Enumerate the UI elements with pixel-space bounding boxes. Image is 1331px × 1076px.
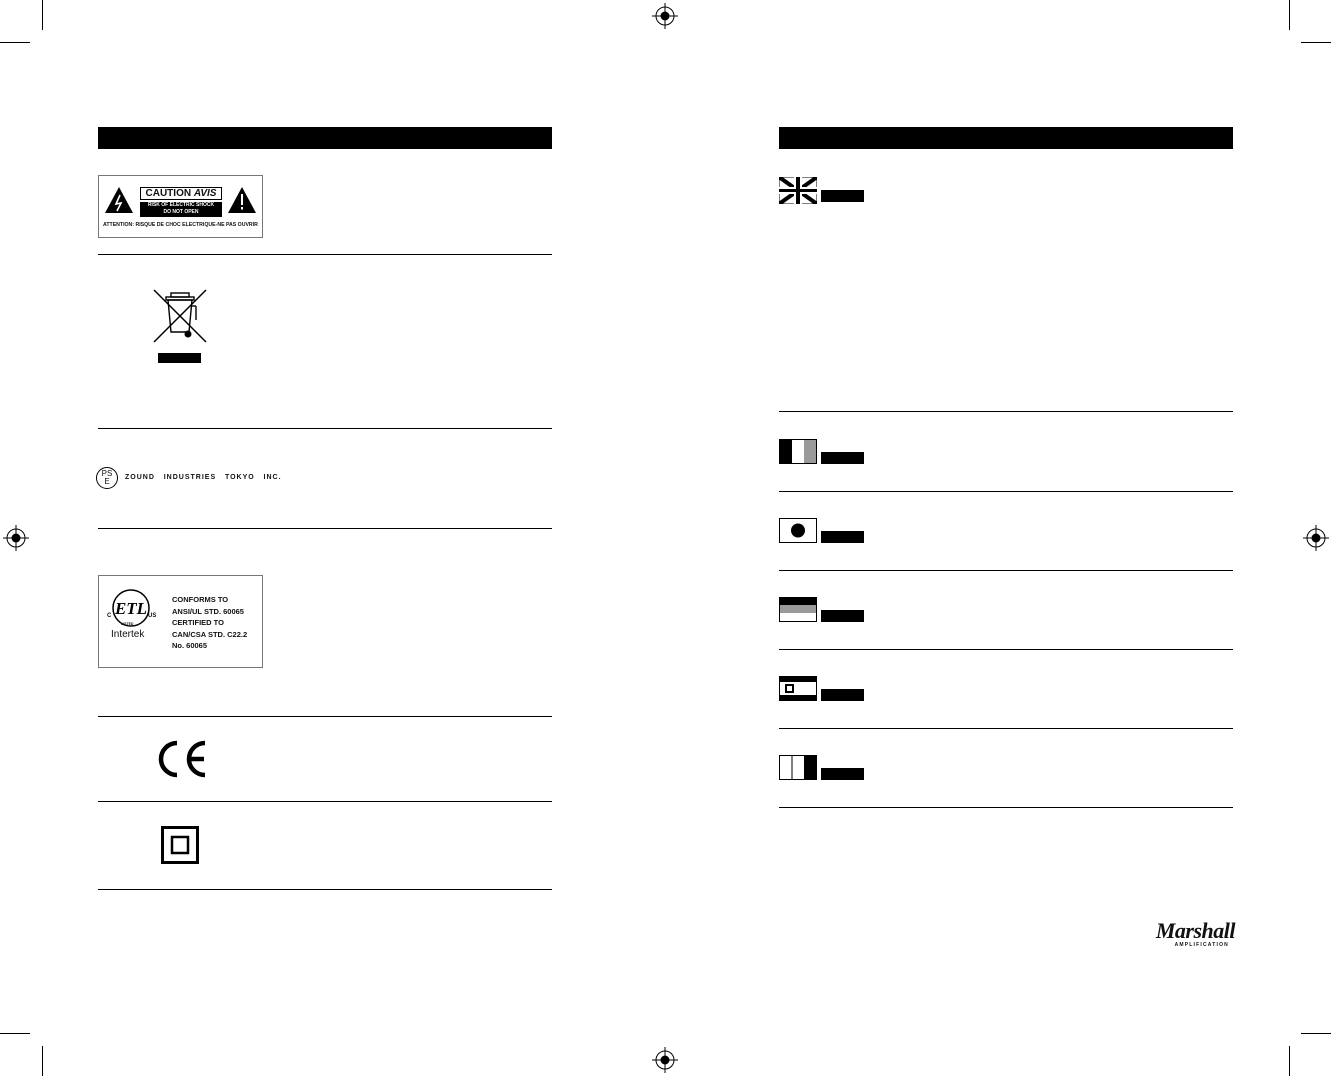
caution-line-1: RISK OF ELECTRIC SHOCK: [147, 202, 215, 208]
exclamation-triangle-icon: [227, 186, 257, 214]
ce-mark-icon: [153, 740, 209, 778]
weee-bar: [158, 353, 201, 363]
divider: [779, 649, 1233, 650]
pse-e: E: [104, 477, 110, 486]
caution-title-box: [140, 187, 222, 200]
divider: [98, 801, 552, 802]
left-page-header-bar: [98, 127, 552, 149]
caution-title-fr: AVIS: [193, 188, 217, 199]
caution-title: CAUTION: [145, 188, 192, 199]
svg-text:ETL: ETL: [114, 599, 148, 618]
flag-icon: [779, 439, 817, 464]
divider: [98, 716, 552, 717]
warning-triangle-icon: [104, 186, 134, 214]
crop-mark: [0, 1033, 30, 1034]
language-tag: [821, 531, 864, 543]
divider: [779, 807, 1233, 808]
etl-line: No. 60065: [172, 641, 208, 651]
divider: [98, 428, 552, 429]
etl-line: CAN/CSA STD. C22.2: [172, 629, 248, 639]
crop-mark: [1301, 42, 1331, 43]
language-tag: [821, 689, 864, 701]
etl-line: CONFORMS TO: [172, 595, 229, 604]
marshall-logo: [1140, 920, 1235, 948]
caution-line-2: DO NOT OPEN: [163, 209, 199, 215]
marshall-logo-sub: AMPLIFICATION: [1174, 942, 1229, 948]
language-tag: [821, 768, 864, 780]
pse-mark: [96, 467, 118, 489]
uk-flag-icon: [779, 177, 817, 204]
ce-mark-text: [0, 0, 1, 1]
divider: [779, 491, 1233, 492]
divider: [779, 411, 1233, 412]
etl-text: [172, 594, 247, 652]
etl-c: C: [107, 613, 112, 619]
crop-mark: [1301, 1033, 1331, 1034]
pse-ps: PS: [101, 469, 113, 478]
registration-mark-icon: [652, 1047, 678, 1073]
etl-label: [98, 575, 263, 668]
crop-mark: [42, 0, 43, 30]
language-tag: [821, 190, 864, 202]
caution-label: [98, 175, 263, 238]
language-tag: [821, 610, 864, 622]
etl-maker: Intertek: [111, 629, 145, 640]
divider: [98, 254, 552, 255]
divider: [98, 528, 552, 529]
pse-company: ZOUND INDUSTRIES TOKYO INC.: [125, 474, 282, 481]
flag-icon: [779, 597, 817, 622]
crop-mark: [42, 1046, 43, 1076]
etl-us: US: [148, 613, 157, 619]
crop-mark: [1289, 0, 1290, 30]
etl-listed: LISTED: [121, 622, 134, 626]
marshall-logo-name: Marshall: [1155, 918, 1235, 943]
caution-footer: ATTENTION: RISQUE DE CHOC ELECTRIQUE-NE PAS OUVRIR: [103, 222, 258, 228]
language-tag: [821, 452, 864, 464]
right-page-header-bar: [779, 127, 1233, 149]
flag-icon: [779, 755, 817, 780]
crop-mark: [0, 42, 30, 43]
registration-mark-icon: [3, 525, 29, 551]
flag-icon: [779, 518, 817, 543]
etl-line: ANSI/UL STD. 60065: [172, 606, 244, 616]
etl-line: CERTIFIED TO: [172, 618, 224, 628]
crop-mark: [1289, 1046, 1290, 1076]
weee-bin-icon: [152, 288, 208, 344]
double-insulation-icon: [161, 826, 199, 864]
flag-icon: [779, 676, 817, 701]
registration-mark-icon: [652, 3, 678, 29]
divider: [779, 728, 1233, 729]
divider: [98, 889, 552, 890]
divider: [779, 570, 1233, 571]
caution-shock-box: [140, 202, 222, 217]
registration-mark-icon: [1303, 525, 1329, 551]
